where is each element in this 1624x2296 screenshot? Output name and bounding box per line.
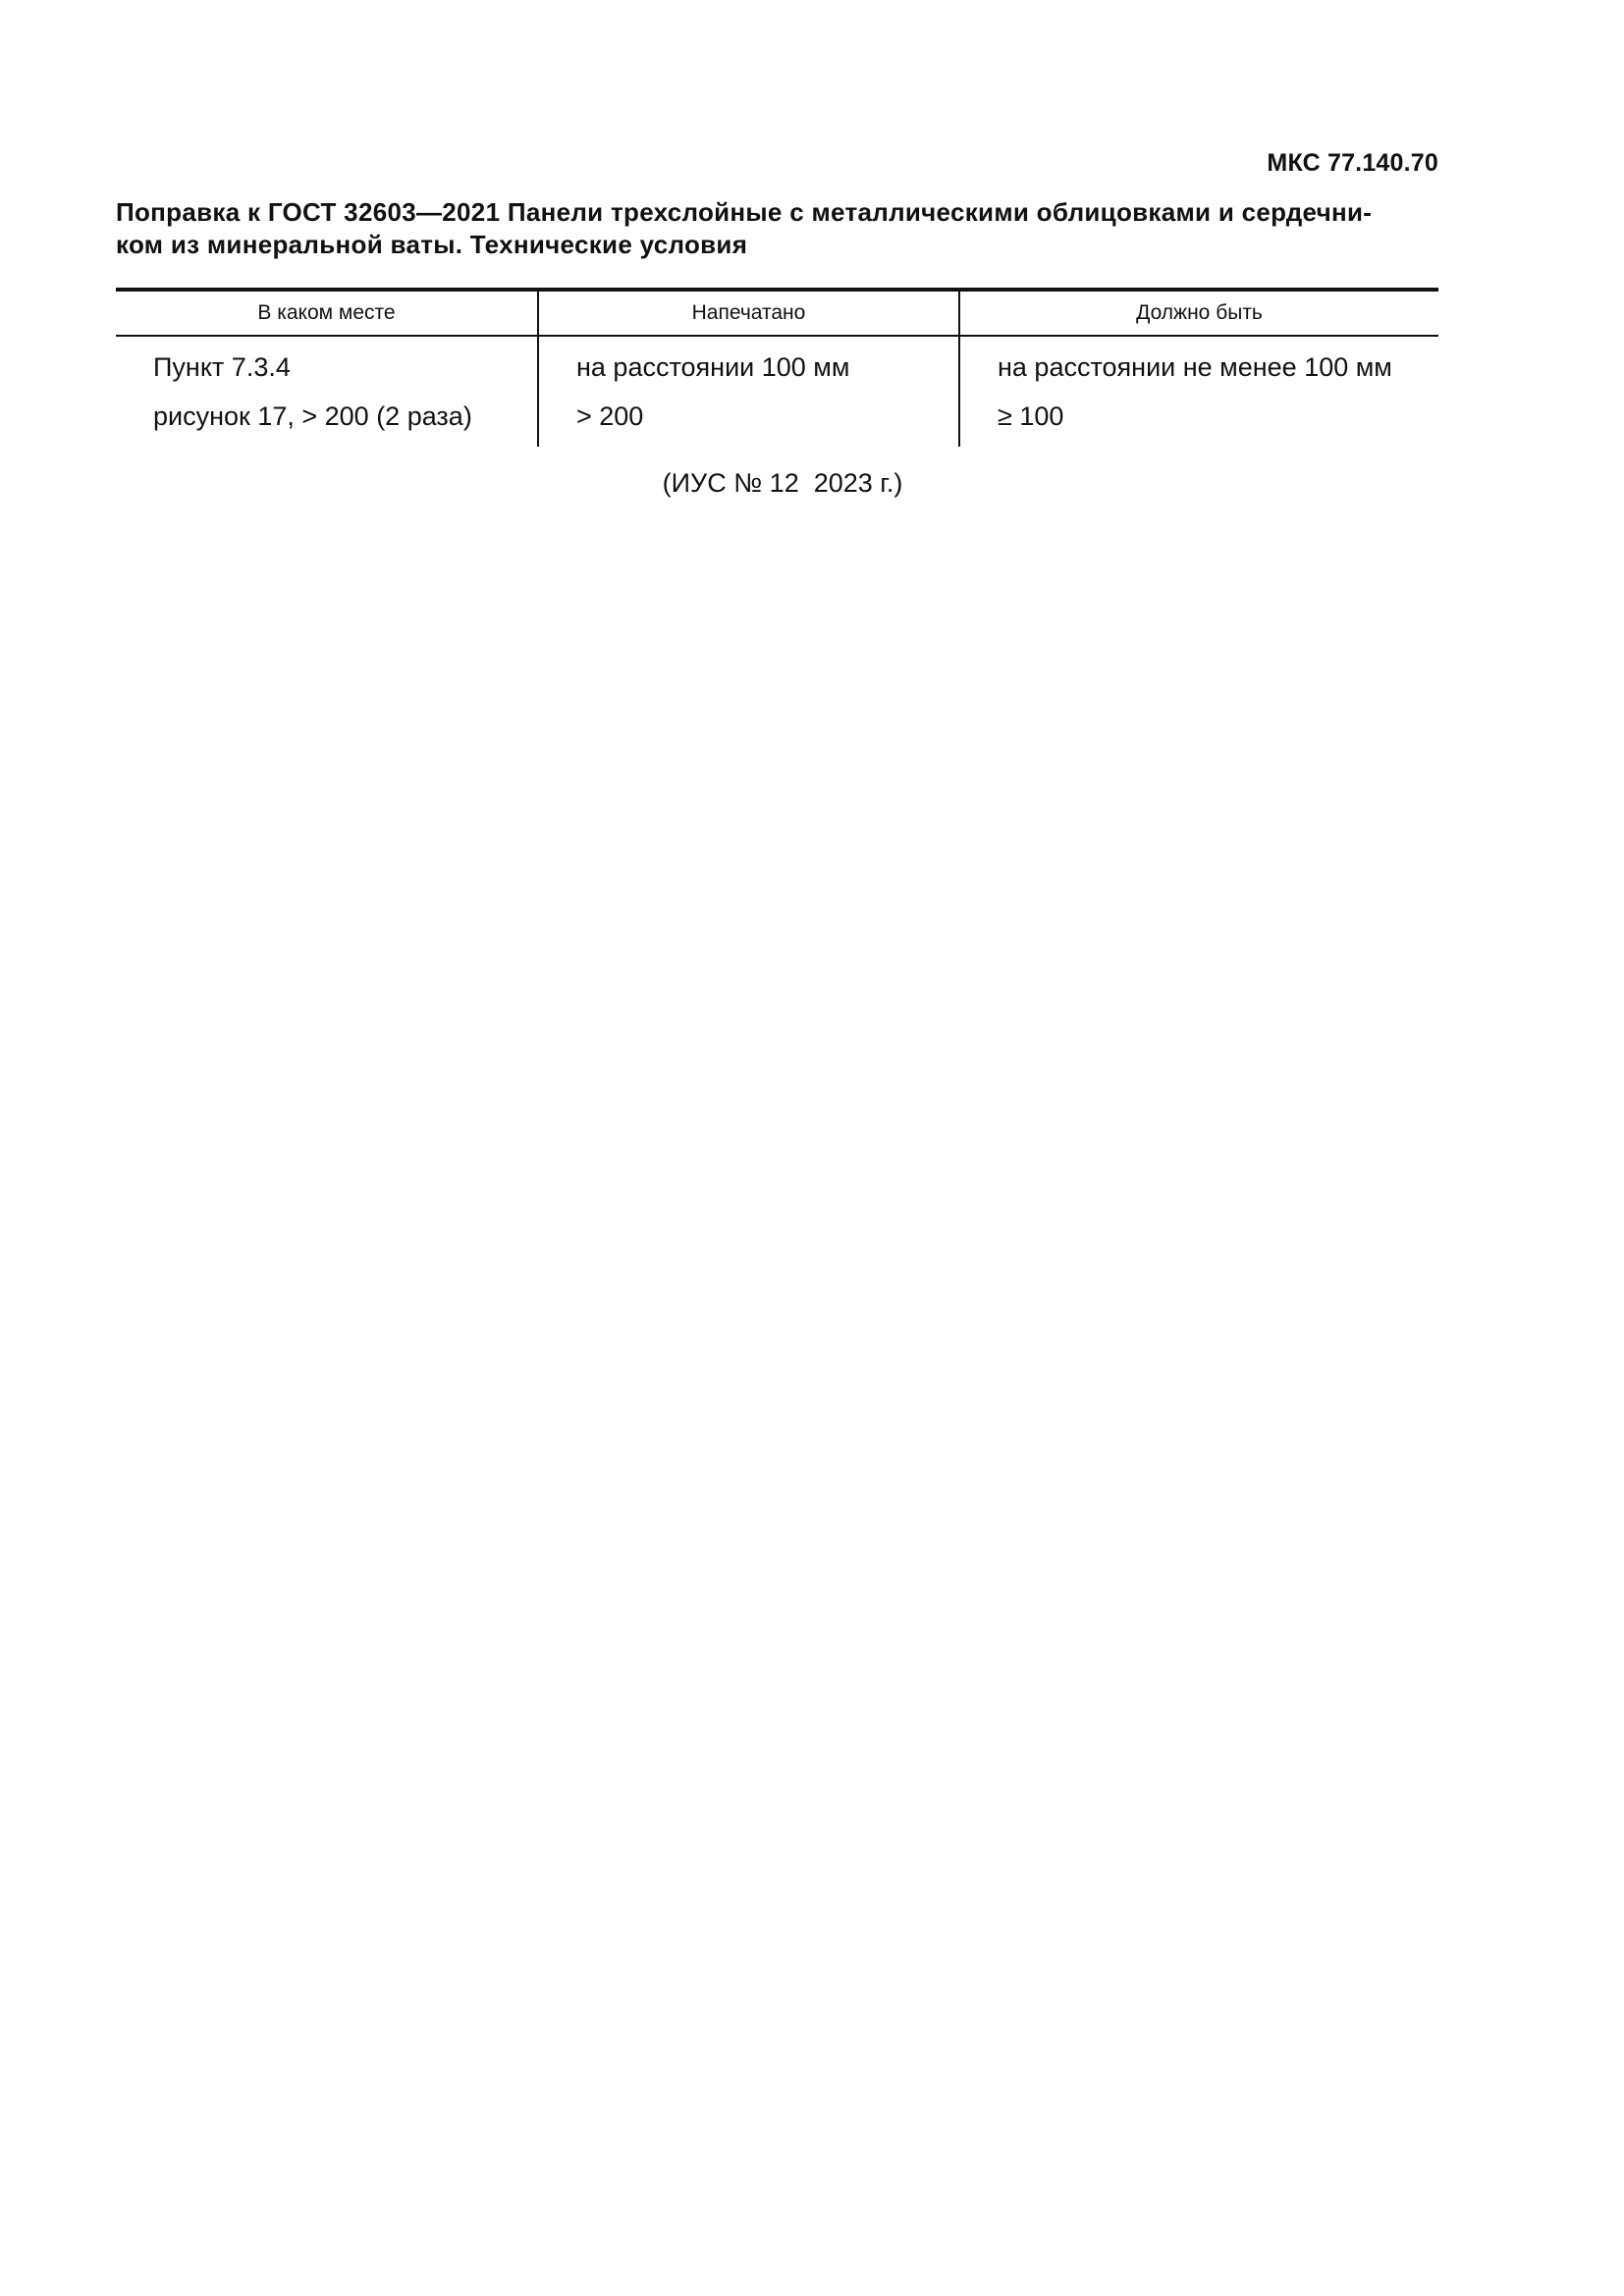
mks-code: МКС 77.140.70: [1267, 149, 1438, 177]
cell-printed: > 200: [538, 392, 959, 447]
cell-location: Пункт 7.3.4: [153, 351, 291, 382]
cell-location: рисунок 17, > 200 (2 раза): [153, 400, 472, 431]
cell-printed: на расстоянии 100 мм: [538, 336, 959, 392]
cell-should-be: ≥ 100: [959, 392, 1438, 447]
document-title: [116, 196, 1441, 261]
column-header-should-be: Должно быть: [959, 290, 1438, 336]
column-header-printed: Напечатано: [538, 290, 959, 336]
table-header-row: [116, 290, 1438, 336]
table-row: [116, 392, 1438, 447]
table-row: [116, 336, 1438, 392]
title-line-2: ком из минеральной ваты. Технические условия: [116, 230, 748, 259]
cell-should-be: на расстоянии не менее 100 мм: [959, 336, 1438, 392]
title-line-1: Поправка к ГОСТ 32603—2021 Панели трехслойные с металлическими облицовками и сердечни-: [116, 197, 1373, 227]
column-header-location: В каком месте: [257, 301, 396, 324]
source-reference: (ИУС № 12 2023 г.): [662, 468, 903, 498]
amendment-table: [116, 288, 1438, 447]
amendment-table-container: [116, 288, 1438, 447]
